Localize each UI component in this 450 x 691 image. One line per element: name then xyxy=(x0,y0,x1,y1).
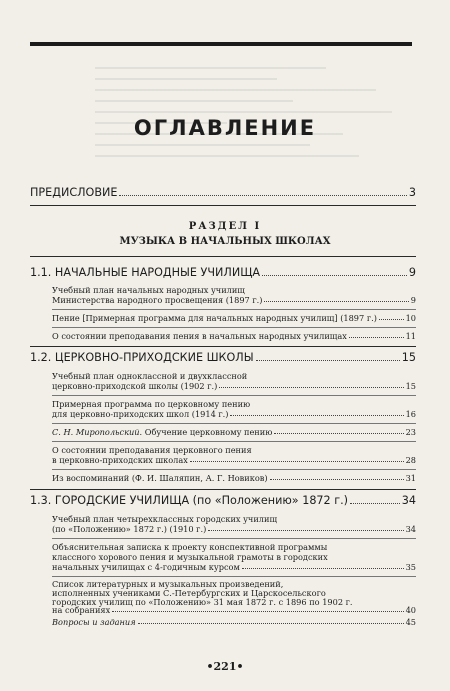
divider xyxy=(30,346,416,347)
toc-entry[interactable] xyxy=(52,409,416,419)
toc-entry-line: О состоянии преподавания церковного пения xyxy=(52,445,252,455)
toc-entry-label: для церковно-приходских школ (1914 г.) xyxy=(52,409,229,419)
section-heading-label: 1.3. ГОРОДСКИЕ УЧИЛИЩА (по «Положению» 1872 г.) xyxy=(30,494,349,507)
toc-entry-label: церковно-приходской школы (1902 г.) xyxy=(52,381,218,391)
toc-entry[interactable] xyxy=(52,331,416,341)
toc-entry-label: на собраниях xyxy=(52,605,111,615)
divider xyxy=(52,309,416,310)
toc-entry-page: 9 xyxy=(410,295,416,305)
toc-entry[interactable] xyxy=(52,455,416,465)
toc-entry-page: 45 xyxy=(405,617,416,627)
toc-entry-page: 16 xyxy=(405,409,416,419)
dot-leader xyxy=(219,387,403,388)
work-title: Обучение церковному пению xyxy=(142,427,273,437)
divider xyxy=(52,538,416,539)
toc-entry[interactable] xyxy=(52,473,416,483)
dot-leader xyxy=(256,360,400,361)
toc-entry-label: начальных училищах с 4-годичным курсом xyxy=(52,562,240,572)
toc-entry-page: 3 xyxy=(408,186,416,199)
toc-entry-line: исполненных учениками С.-Петербургских и Царскосельского xyxy=(52,588,326,598)
divider xyxy=(30,489,416,490)
toc-entry-line: Список литературных и музыкальных произведений, xyxy=(52,579,284,589)
toc-entry-page: 15 xyxy=(405,381,416,391)
dot-leader xyxy=(270,479,404,480)
divider xyxy=(30,256,416,257)
toc-section-heading[interactable] xyxy=(30,494,416,507)
divider xyxy=(52,327,416,328)
toc-entry-page: 23 xyxy=(405,427,416,437)
dot-leader xyxy=(349,337,404,338)
toc-entry-label: Министерства народного просвещения (1897 г.) xyxy=(52,295,263,305)
toc-section-heading[interactable] xyxy=(30,266,416,279)
toc-entry[interactable] xyxy=(52,427,416,437)
toc-entry-page: 34 xyxy=(405,524,416,534)
toc-entry-page: 35 xyxy=(405,562,416,572)
dot-leader xyxy=(230,415,403,416)
dot-leader xyxy=(208,530,403,531)
toc-entry-page: 40 xyxy=(405,605,416,615)
dot-leader xyxy=(350,503,400,504)
toc-entry-line: Учебный план начальных народных училищ xyxy=(52,285,245,295)
dot-leader xyxy=(242,568,404,569)
toc-section-heading[interactable] xyxy=(30,351,416,364)
toc-entry-label: Вопросы и задания xyxy=(52,617,136,627)
dot-leader xyxy=(264,301,408,302)
toc-entry-label: ПРЕДИСЛОВИЕ xyxy=(30,186,118,199)
section-heading-label: 1.2. ЦЕРКОВНО-ПРИХОДСКИЕ ШКОЛЫ xyxy=(30,351,254,364)
section-heading-page: 15 xyxy=(401,351,416,364)
toc-entry[interactable] xyxy=(52,381,416,391)
section-heading-page: 9 xyxy=(408,266,416,279)
dot-leader xyxy=(112,611,403,612)
toc-entry-line: Объяснительная записка к проекту конспективной программы xyxy=(52,542,328,552)
divider xyxy=(52,441,416,442)
dot-leader xyxy=(138,623,404,624)
divider xyxy=(52,395,416,396)
toc-entry[interactable] xyxy=(52,562,416,572)
toc-entry-page: 11 xyxy=(405,331,416,341)
toc-entry-line: городских училищ по «Положению» 31 мая 1872 г. с 1896 по 1902 г. xyxy=(52,597,353,607)
toc-entry-label: Пение [Примерная программа для начальных народных училищ] (1897 г.) xyxy=(52,313,377,323)
toc-entry[interactable] xyxy=(52,313,416,323)
divider xyxy=(52,576,416,577)
toc-entry-label xyxy=(52,427,272,437)
dot-leader xyxy=(274,433,403,434)
toc-entry-page: 31 xyxy=(405,473,416,483)
toc-entry[interactable] xyxy=(52,524,416,534)
section-heading-page: 34 xyxy=(401,494,416,507)
toc-entry-preface[interactable] xyxy=(30,186,416,199)
dot-leader xyxy=(119,195,406,196)
toc-entry-label: (по «Положению» 1872 г.) (1910 г.) xyxy=(52,524,207,534)
part-label: РАЗДЕЛ I xyxy=(188,221,262,232)
page-number: •221• xyxy=(206,660,244,673)
divider xyxy=(52,469,416,470)
toc-entry-line: классного хорового пения и музыкальной грамоты в городских xyxy=(52,552,328,562)
toc-entry-label: Из воспоминаний (Ф. И. Шаляпин, А. Г. Новиков) xyxy=(52,473,268,483)
toc-entry[interactable] xyxy=(52,617,416,627)
page-title: ОГЛАВЛЕНИЕ xyxy=(133,116,317,140)
section-heading-label: 1.1. НАЧАЛЬНЫЕ НАРОДНЫЕ УЧИЛИЩА xyxy=(30,266,261,279)
divider xyxy=(52,423,416,424)
toc-entry-label: в церковно-приходских школах xyxy=(52,455,188,465)
toc-entry[interactable] xyxy=(52,605,416,615)
toc-entry-line: Примерная программа по церковному пению xyxy=(52,399,251,409)
toc-entry[interactable] xyxy=(52,295,416,305)
toc-entry-line: Учебный план четырехклассных городских училищ xyxy=(52,514,278,524)
dot-leader xyxy=(190,461,404,462)
part-title: МУЗЫКА В НАЧАЛЬНЫХ ШКОЛАХ xyxy=(119,236,331,247)
toc-entry-page: 28 xyxy=(405,455,416,465)
toc-entry-label: О состоянии преподавания пения в начальных народных училищах xyxy=(52,331,347,341)
divider xyxy=(30,205,416,206)
toc-entry-line: Учебный план одноклассной и двухклассной xyxy=(52,371,248,381)
toc-entry-page: 10 xyxy=(405,313,416,323)
dot-leader xyxy=(379,319,404,320)
header-rule xyxy=(30,42,412,46)
dot-leader xyxy=(262,275,407,276)
author-name: С. Н. Миропольский. xyxy=(52,427,143,437)
